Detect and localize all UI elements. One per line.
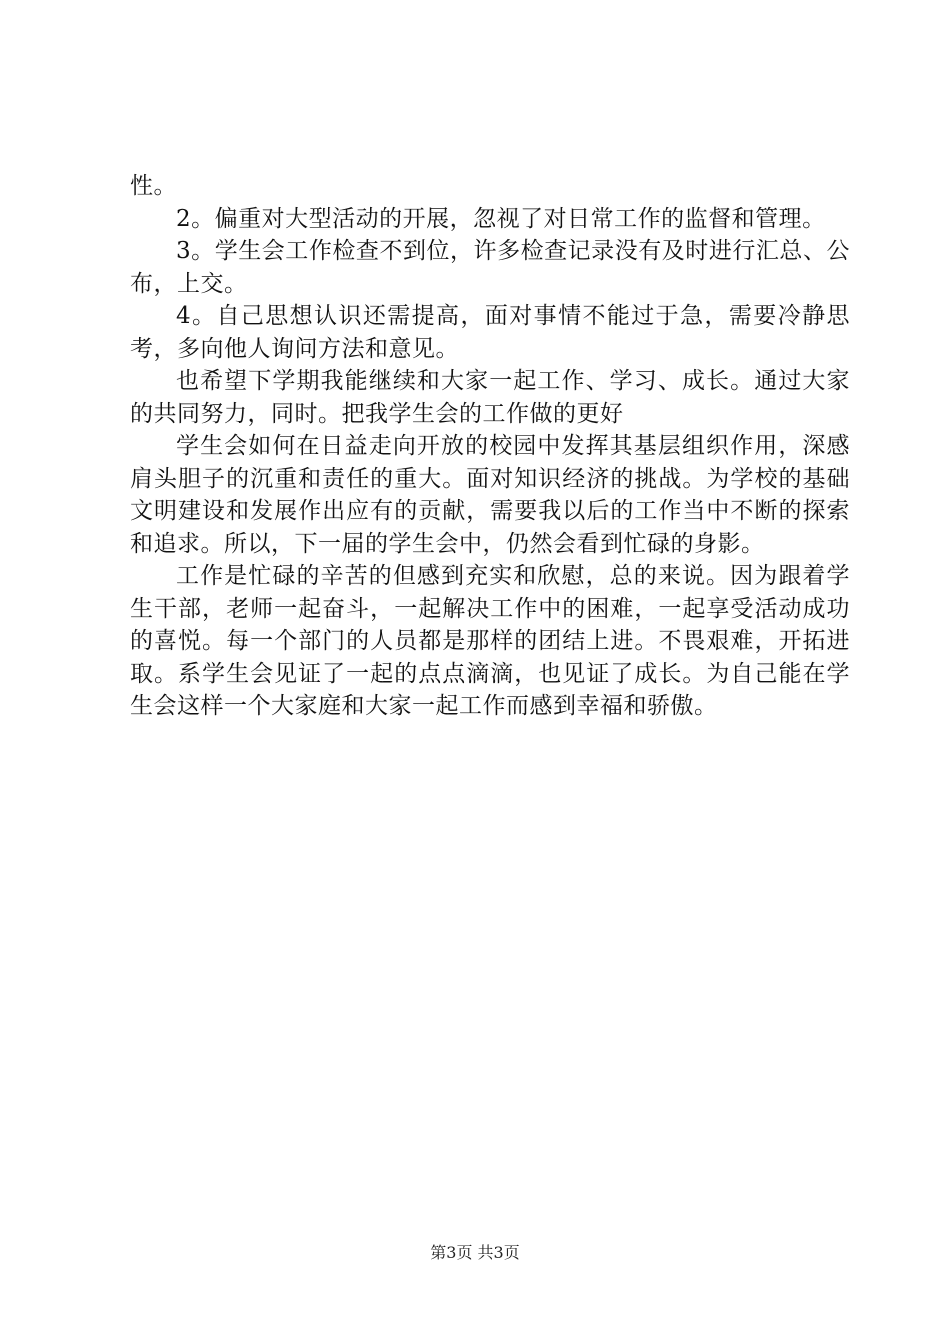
paragraph-summary: 工作是忙碌的辛苦的但感到充实和欣慰，总的来说。因为跟着学生干部，老师一起奋斗，一起解决工作中的困难，一起享受活动成功的喜悦。每一个部门的人员都是那样的团结上进。不畏艰难，开拓进取。系学生会见证了一起的点点滴滴，也见证了成长。为自己能在学生会这样一个大家庭和大家一起工作而感到幸福和骄傲。 xyxy=(130,563,850,719)
page-footer: 第3页 共3页 xyxy=(430,1243,520,1262)
paragraph-item-4: 4。自己思想认识还需提高，面对事情不能过于急，需要冷静思考，多向他人询问方法和意见。 xyxy=(130,303,850,362)
paragraph-item-2: 2。偏重对大型活动的开展，忽视了对日常工作的监督和管理。 xyxy=(176,205,826,232)
paragraph-continuation: 性。 xyxy=(130,173,177,199)
document-body xyxy=(130,170,850,723)
paragraph-hope: 也希望下学期我能继续和大家一起工作、学习、成长。通过大家的共同努力，同时。把我学生会的工作做的更好 xyxy=(130,368,850,427)
paragraph-student-union: 学生会如何在日益走向开放的校园中发挥其基层组织作用，深感肩头胆子的沉重和责任的重大。面对知识经济的挑战。为学校的基础文明建设和发展作出应有的贡献，需要我以后的工作当中不断的探索和追求。所以，下一届的学生会中，仍然会看到忙碌的身影。 xyxy=(130,433,850,557)
paragraph-item-3: 3。学生会工作检查不到位，许多检查记录没有及时进行汇总、公布，上交。 xyxy=(130,238,850,297)
